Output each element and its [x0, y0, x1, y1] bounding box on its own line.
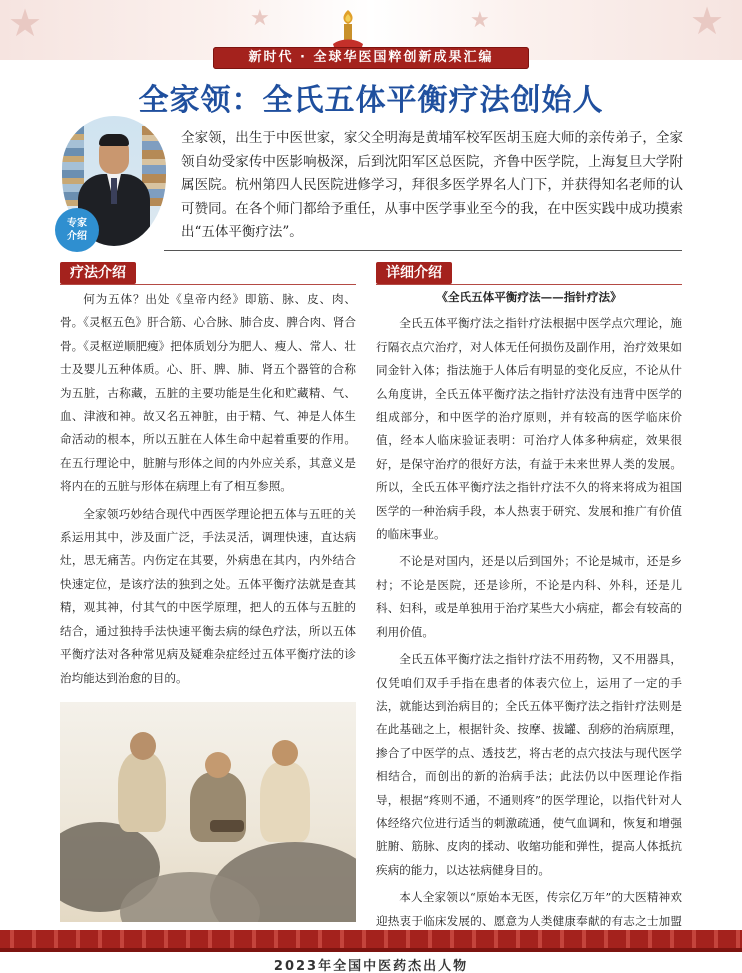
- paragraph: 本人全家领以“原始本无医，传宗亿万年”的大医精神欢迎热衷于临床发展的、愿意为人类健康奉献的有志之士加盟: [376, 890, 682, 928]
- divider: [164, 250, 682, 251]
- section-header-details: 详细介绍: [376, 262, 452, 284]
- footer-rule: [0, 948, 742, 952]
- intro-text: 全家领，出生于中医世家，家父全明海是黄埔军校军医胡玉庭大师的亲传弟子，全家领自幼受家传中医影响极深，后到沈阳军区总医院，齐鲁中医学院，上海复旦大学附属医院。杭州第四人民医院进修学习，拜很多医学界名人门下，并获得知名老师的认可赞同。在各个师门都给予重任，从事中医学事业至今的我，在中医实践中成功摸索出“五体平衡疗法”。: [181, 130, 683, 240]
- paragraph: 全氏五体平衡疗法之指针疗法根据中医学点穴理论，施行隔衣点穴治疗，对人体无任何损伤及副作用，治疗效果如同金针入体；指法施于人体后有明显的变化反应，不论从什么角度讲，全氏五体平衡疗法之指针疗法没有违背中医学的组成部分，和中医学的治疗原则，并有较高的医学临床价值，经本人临床验证表明：可治疗人体多种病症，效果很好，是保守治疗的很好方法，有益于未来世界人类的发展。所以，全氏五体平衡疗法之指针疗法不久的将来将成为祖国医学的一种治病手段，本人热衷于研究、发展和推广有价值的临床事业。: [376, 316, 682, 542]
- star-icon: ★: [690, 0, 725, 43]
- footer-text: 2023年全国中医药杰出人物: [273, 959, 469, 973]
- paragraph: 何为五体？出处《皇帝内经》即筋、脉、皮、肉、骨。《灵枢五色》肝合筋、心合脉、肺合皮、脾合肉、肾合骨。《灵枢逆顺肥瘦》把体质划分为肥人、瘦人、常人、壮士及婴儿五种体质。心、肝、脾、肺、肾五个器管的合称为五脏，古称藏，五脏的主要功能是生化和贮藏精、气、血、津液和神。故又名五神脏，由于精、气、神是人体生命活动的根本，所以五脏在人体生命中起着重要的作用。在五行理论中，脏腑与形体之间的内外应关系，其意义是将内在的五脏与形体在病理上有了相互参照。: [60, 292, 356, 494]
- ink-painting-image: [60, 702, 356, 922]
- left-column: [60, 288, 356, 690]
- divider: [60, 284, 356, 285]
- badge-text: 专家介绍: [67, 218, 87, 242]
- star-icon: ★: [250, 6, 270, 31]
- right-column: [376, 286, 682, 956]
- paragraph: 全氏五体平衡疗法之指针疗法不用药物，又不用器具，仅凭咱们双手手指在患者的体表穴位上，运用了一定的手法，就能达到治病目的；全氏五体平衡疗法之指针疗法则是在此基础之上，根据针灸、按摩、拔罐、刮痧的治病原理，掺合了中医学的点、透技艺，将古老的点穴技法与现代医学相结合，而创出的新的治病手法；此法仍以中医理论作指导，根据“疼则不通，不通则疼”的医学理论，以指代针对人体经络穴位进行适当的刺激疏通，使气血调和，恢复和增强脏腑、筋脉、皮肉的揉动、收缩功能和弹性，提高人体抵抗疾病的能力，以达祛病健身目的。: [376, 652, 682, 877]
- article-subheading: 《全氏五体平衡疗法——指针疗法》: [436, 290, 622, 304]
- header-banner: [213, 47, 529, 69]
- paragraph: 不论是对国内，还是以后到国外；不论是城市，还是乡村；不论是医院，还是诊所，不论是内科、外科，还是儿科、妇科，或是单独用于治疗某些大小病症，都会有较高的利用价值。: [376, 554, 682, 639]
- star-icon: ★: [470, 8, 490, 33]
- divider: [376, 284, 682, 285]
- expert-badge: [55, 208, 99, 252]
- star-icon: ★: [8, 1, 43, 45]
- page-title: 全家领：全氏五体平衡疗法创始人: [138, 83, 604, 118]
- paragraph: 全家领巧妙结合现代中西医学理论把五体与五旺的关系运用其中，涉及面广泛，手法灵活，调理快速，直达病灶，思无痛苦。内伤定在其要，外病患在其内，内外结合快速定位，是该疗法的独到之处。五体平衡疗法就是查其精，观其神，付其气的中医学原理，把人的五体与五脏的结合，通过独持手法快速平衡去病的绿色疗法，所以五体平衡疗法对各种常见病及疑难杂症经过五体平衡疗法的诊治均能达到治愈的目的。: [60, 506, 356, 685]
- footer-ornament: [0, 930, 742, 948]
- banner-text: 新时代 · 全球华医国粹创新成果汇编: [248, 50, 494, 65]
- section-header-therapy: 疗法介绍: [60, 262, 136, 284]
